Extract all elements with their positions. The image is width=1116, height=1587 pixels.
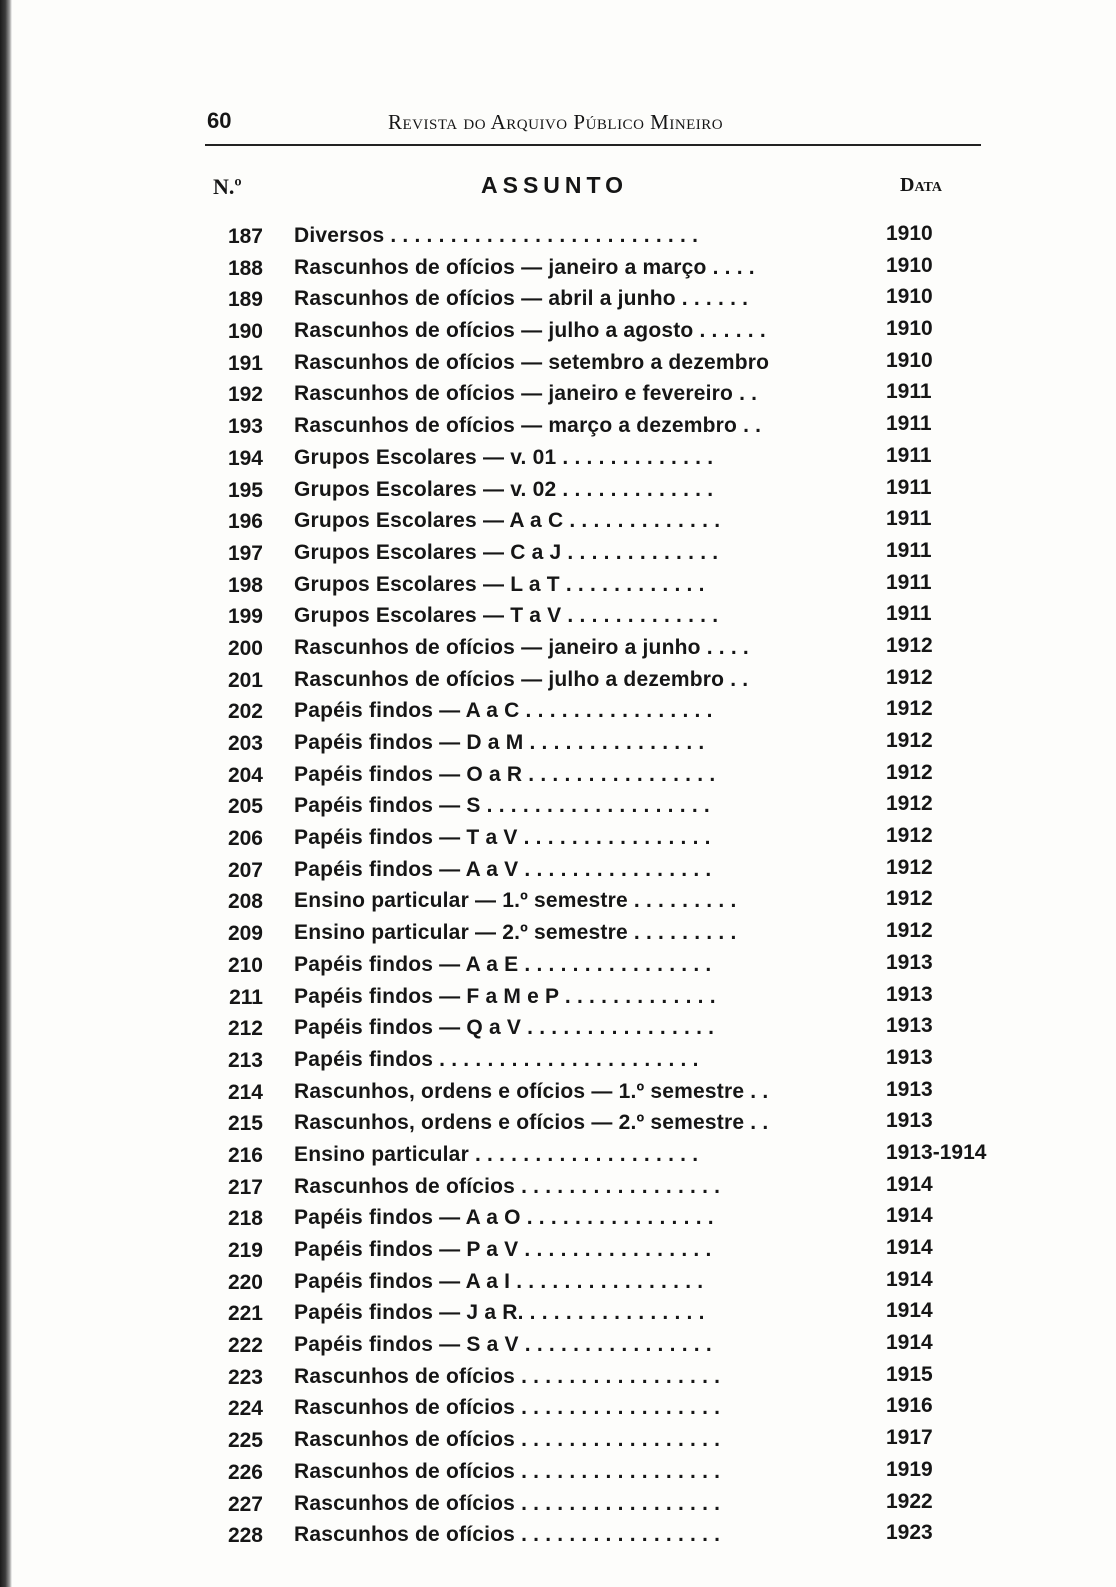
- entry-subject: Papéis findos — S a V . . . . . . . . . . . . . . . .: [294, 1333, 712, 1357]
- entry-subject: Papéis findos — A a I . . . . . . . . . . . . . . . .: [294, 1269, 704, 1293]
- entry-date: 1911: [886, 443, 932, 467]
- catalog-row: [0, 1078, 1116, 1110]
- entry-date: 1913: [886, 950, 933, 974]
- entry-subject: Rascunhos de ofícios . . . . . . . . . . . . . . . . .: [294, 1396, 721, 1420]
- entry-number: 211: [229, 985, 263, 1009]
- entry-date: 1914: [886, 1331, 933, 1355]
- entry-date: 1911: [886, 380, 932, 404]
- entry-number: 200: [227, 636, 263, 660]
- entry-subject: Papéis findos — A a O . . . . . . . . . . . . . . . .: [294, 1206, 714, 1230]
- entry-number: 206: [227, 827, 263, 851]
- entry-date: 1911: [886, 412, 932, 436]
- catalog-row: [0, 983, 1116, 1015]
- entry-subject: Papéis findos — A a V . . . . . . . . . . . . . . . .: [294, 857, 712, 881]
- catalog-row: [0, 666, 1116, 698]
- entry-number: 188: [227, 256, 263, 280]
- entry-date: 1912: [886, 919, 933, 943]
- entry-subject: Ensino particular — 1.º semestre . . . . . . . . .: [294, 889, 737, 913]
- entry-number: 191: [227, 351, 263, 375]
- entry-number: 226: [227, 1460, 263, 1484]
- catalog-row: [0, 1363, 1116, 1395]
- entry-subject: Rascunhos de ofícios . . . . . . . . . . . . . . . . .: [294, 1523, 721, 1547]
- catalog-row: [0, 856, 1116, 888]
- entry-number: 194: [227, 446, 263, 470]
- catalog-row: [0, 1046, 1116, 1078]
- entry-date: 1910: [886, 317, 933, 341]
- entry-date: 1910: [886, 285, 933, 309]
- entry-number: 201: [227, 668, 263, 692]
- entry-subject: Rascunhos de ofícios — janeiro a março . . . .: [294, 255, 755, 279]
- entry-number: 221: [227, 1302, 263, 1326]
- entry-date: 1913: [886, 1109, 933, 1133]
- entry-number: 204: [227, 763, 263, 787]
- catalog-row: [0, 412, 1116, 444]
- entry-subject: Papéis findos — A a C . . . . . . . . . . . . . . . .: [294, 699, 713, 723]
- entry-date: 1919: [886, 1457, 933, 1481]
- catalog-row: [0, 1426, 1116, 1458]
- entry-date: 1912: [886, 824, 933, 848]
- entry-subject: Rascunhos de ofícios . . . . . . . . . . . . . . . . .: [294, 1428, 721, 1452]
- entry-date: 1911: [886, 507, 932, 531]
- entry-date: 1913-1914: [886, 1140, 987, 1164]
- entry-number: 203: [227, 732, 263, 755]
- entry-subject: Papéis findos — J a R. . . . . . . . . . . . . . . .: [294, 1301, 705, 1325]
- entry-subject: Rascunhos de ofícios . . . . . . . . . . . . . . . . .: [294, 1174, 721, 1198]
- entry-subject: Papéis findos — Q a V . . . . . . . . . . . . . . . .: [294, 1016, 715, 1040]
- entry-number: 199: [227, 605, 263, 629]
- entry-subject: Papéis findos — D a M . . . . . . . . . . . . . . .: [294, 731, 705, 754]
- entry-subject: Grupos Escolares — A a C . . . . . . . . . . . . .: [294, 509, 721, 533]
- entry-subject: Papéis findos — F a M e P . . . . . . . . . . . . .: [294, 984, 716, 1008]
- catalog-row: [0, 602, 1116, 634]
- entry-date: 1913: [886, 1077, 933, 1101]
- entry-number: 208: [227, 890, 263, 914]
- entry-subject: Papéis findos — S . . . . . . . . . . . . . . . . . . .: [294, 794, 710, 818]
- entry-subject: Rascunhos de ofícios . . . . . . . . . . . . . . . . .: [294, 1364, 721, 1388]
- entry-subject: Rascunhos de ofícios — abril a junho . . . . . .: [294, 287, 749, 311]
- entry-date: 1910: [886, 348, 933, 372]
- entry-date: 1914: [886, 1172, 933, 1196]
- entry-date: 1912: [886, 855, 933, 879]
- entry-number: 196: [227, 510, 263, 534]
- entry-date: 1912: [886, 760, 933, 784]
- column-heading-date: Data: [900, 174, 942, 196]
- entry-number: 225: [227, 1429, 263, 1453]
- entry-subject: Grupos Escolares — T a V . . . . . . . . . . . . .: [294, 604, 719, 628]
- entry-subject: Ensino particular . . . . . . . . . . . . . . . . . . .: [294, 1142, 699, 1166]
- entry-number: 202: [227, 700, 263, 724]
- catalog-row: [0, 444, 1116, 476]
- entry-date: 1911: [886, 602, 932, 626]
- catalog-row: [0, 1299, 1116, 1331]
- entry-number: 223: [227, 1365, 263, 1389]
- entry-subject: Rascunhos de ofícios — janeiro e fevereiro . .: [294, 382, 758, 406]
- entry-subject: Ensino particular — 2.º semestre . . . . . . . . .: [294, 921, 737, 945]
- catalog-row: [0, 824, 1116, 856]
- catalog-row: [0, 634, 1116, 666]
- catalog-row: [0, 1394, 1116, 1426]
- catalog-row: [0, 1014, 1116, 1046]
- entry-number: 198: [227, 573, 263, 597]
- entry-subject: Grupos Escolares — v. 02 . . . . . . . . . . . . .: [294, 477, 714, 501]
- catalog-row: [0, 1521, 1116, 1553]
- entry-date: 1912: [886, 887, 933, 911]
- column-heading-number: N.º: [213, 174, 242, 199]
- entry-subject: Papéis findos — P a V . . . . . . . . . . . . . . . .: [294, 1238, 712, 1261]
- entry-subject: Grupos Escolares — L a T . . . . . . . . . . . .: [294, 572, 705, 596]
- entry-number: 215: [227, 1112, 263, 1136]
- column-heading-subject: ASSUNTO: [481, 172, 629, 198]
- entry-subject: Rascunhos, ordens e ofícios — 2.º semestre . .: [294, 1111, 769, 1135]
- running-title: Revista do Arquivo Público Mineiro: [388, 110, 724, 134]
- catalog-row: [0, 792, 1116, 824]
- entry-number: 187: [227, 225, 263, 248]
- entry-date: 1916: [886, 1394, 933, 1418]
- entry-date: 1917: [886, 1426, 933, 1450]
- entry-number: 217: [227, 1175, 263, 1199]
- catalog-row: [0, 1490, 1116, 1522]
- catalog-row: [0, 476, 1116, 508]
- catalog-row: [0, 887, 1116, 919]
- catalog-row: [0, 761, 1116, 793]
- entry-subject: Rascunhos de ofícios — julho a dezembro . .: [294, 667, 749, 691]
- entry-date: 1912: [886, 697, 933, 721]
- entry-number: 193: [227, 415, 263, 439]
- entry-number: 218: [227, 1207, 263, 1231]
- entry-subject: Papéis findos — O a R . . . . . . . . . . . . . . . .: [294, 762, 716, 786]
- catalog-row: [0, 729, 1116, 761]
- entry-date: 1923: [886, 1521, 933, 1545]
- entry-number: 195: [227, 478, 263, 502]
- catalog-row: [0, 285, 1116, 317]
- entry-date: 1914: [886, 1299, 933, 1323]
- catalog-row: [0, 1141, 1116, 1173]
- entry-number: 189: [227, 288, 263, 312]
- entry-subject: Papéis findos — T a V . . . . . . . . . . . . . . . .: [294, 826, 711, 850]
- entry-number: 210: [227, 953, 263, 977]
- entry-number: 205: [227, 795, 263, 819]
- page-header: [205, 104, 981, 146]
- catalog-row: [0, 254, 1116, 286]
- entry-subject: Rascunhos de ofícios — janeiro a junho . . . .: [294, 635, 749, 659]
- entry-number: 222: [227, 1334, 263, 1358]
- entry-subject: Rascunhos, ordens e ofícios — 1.º semestre . .: [294, 1079, 769, 1103]
- entry-number: 209: [227, 922, 263, 946]
- entry-date: 1912: [886, 729, 933, 752]
- entry-date: 1912: [886, 792, 933, 816]
- entry-number: 220: [227, 1270, 263, 1294]
- catalog-row: [0, 1109, 1116, 1141]
- entry-date: 1910: [886, 253, 933, 277]
- entry-subject: Papéis findos — A a E . . . . . . . . . . . . . . . .: [294, 952, 712, 976]
- entry-subject: Grupos Escolares — C a J . . . . . . . . . . . . .: [294, 540, 719, 564]
- entry-subject: Rascunhos de ofícios . . . . . . . . . . . . . . . . .: [294, 1491, 721, 1515]
- entry-date: 1915: [886, 1362, 933, 1386]
- catalog-row: [0, 571, 1116, 603]
- entry-number: 227: [227, 1492, 263, 1516]
- entry-number: 212: [227, 1017, 263, 1041]
- entry-subject: Rascunhos de ofícios . . . . . . . . . . . . . . . . .: [294, 1459, 721, 1483]
- entry-date: 1913: [886, 1014, 933, 1038]
- catalog-row: [0, 539, 1116, 571]
- catalog-row: [0, 317, 1116, 349]
- catalog-row: [0, 1204, 1116, 1236]
- entry-subject: Papéis findos . . . . . . . . . . . . . . . . . . . . . .: [294, 1047, 699, 1071]
- page-number: 60: [207, 108, 232, 133]
- entry-subject: Rascunhos de ofícios — julho a agosto . . . . . .: [294, 319, 766, 343]
- entry-subject: Rascunhos de ofícios — março a dezembro . .: [294, 414, 762, 438]
- entry-number: 216: [227, 1143, 263, 1167]
- entry-number: 207: [227, 858, 263, 882]
- entry-subject: Rascunhos de ofícios — setembro a dezembro: [294, 350, 770, 374]
- catalog-row: [0, 1173, 1116, 1205]
- catalog-row: [0, 1331, 1116, 1363]
- catalog-row: [0, 1268, 1116, 1300]
- catalog-row: [0, 222, 1116, 254]
- catalog-row: [0, 919, 1116, 951]
- entry-date: 1911: [886, 570, 932, 594]
- entry-date: 1913: [886, 982, 933, 1006]
- entry-number: 219: [227, 1239, 263, 1262]
- entry-date: 1922: [886, 1489, 933, 1513]
- entry-date: 1910: [886, 222, 933, 245]
- entry-number: 190: [227, 320, 263, 344]
- catalog-row: [0, 1458, 1116, 1490]
- entry-date: 1914: [886, 1204, 933, 1228]
- column-headings: [0, 172, 1116, 204]
- catalog-row: [0, 507, 1116, 539]
- catalog-row: [0, 951, 1116, 983]
- entry-date: 1912: [886, 665, 933, 689]
- catalog-row: [0, 349, 1116, 381]
- entry-number: 228: [227, 1524, 263, 1548]
- catalog-row: [0, 1236, 1116, 1268]
- entry-subject: Diversos . . . . . . . . . . . . . . . . . . . . . . . . . .: [294, 224, 699, 247]
- entry-number: 213: [227, 1048, 263, 1072]
- entry-date: 1911: [886, 538, 932, 562]
- entry-date: 1913: [886, 1045, 933, 1069]
- entry-number: 214: [227, 1080, 263, 1104]
- entry-date: 1914: [886, 1236, 933, 1259]
- entry-date: 1912: [886, 633, 933, 657]
- entry-date: 1914: [886, 1267, 933, 1291]
- entry-number: 197: [227, 541, 263, 565]
- catalog-row: [0, 697, 1116, 729]
- catalog-list: [0, 222, 1116, 1553]
- entry-date: 1911: [886, 475, 932, 499]
- catalog-row: [0, 380, 1116, 412]
- entry-number: 224: [227, 1397, 263, 1421]
- entry-subject: Grupos Escolares — v. 01 . . . . . . . . . . . . .: [294, 445, 714, 469]
- entry-number: 192: [227, 383, 263, 407]
